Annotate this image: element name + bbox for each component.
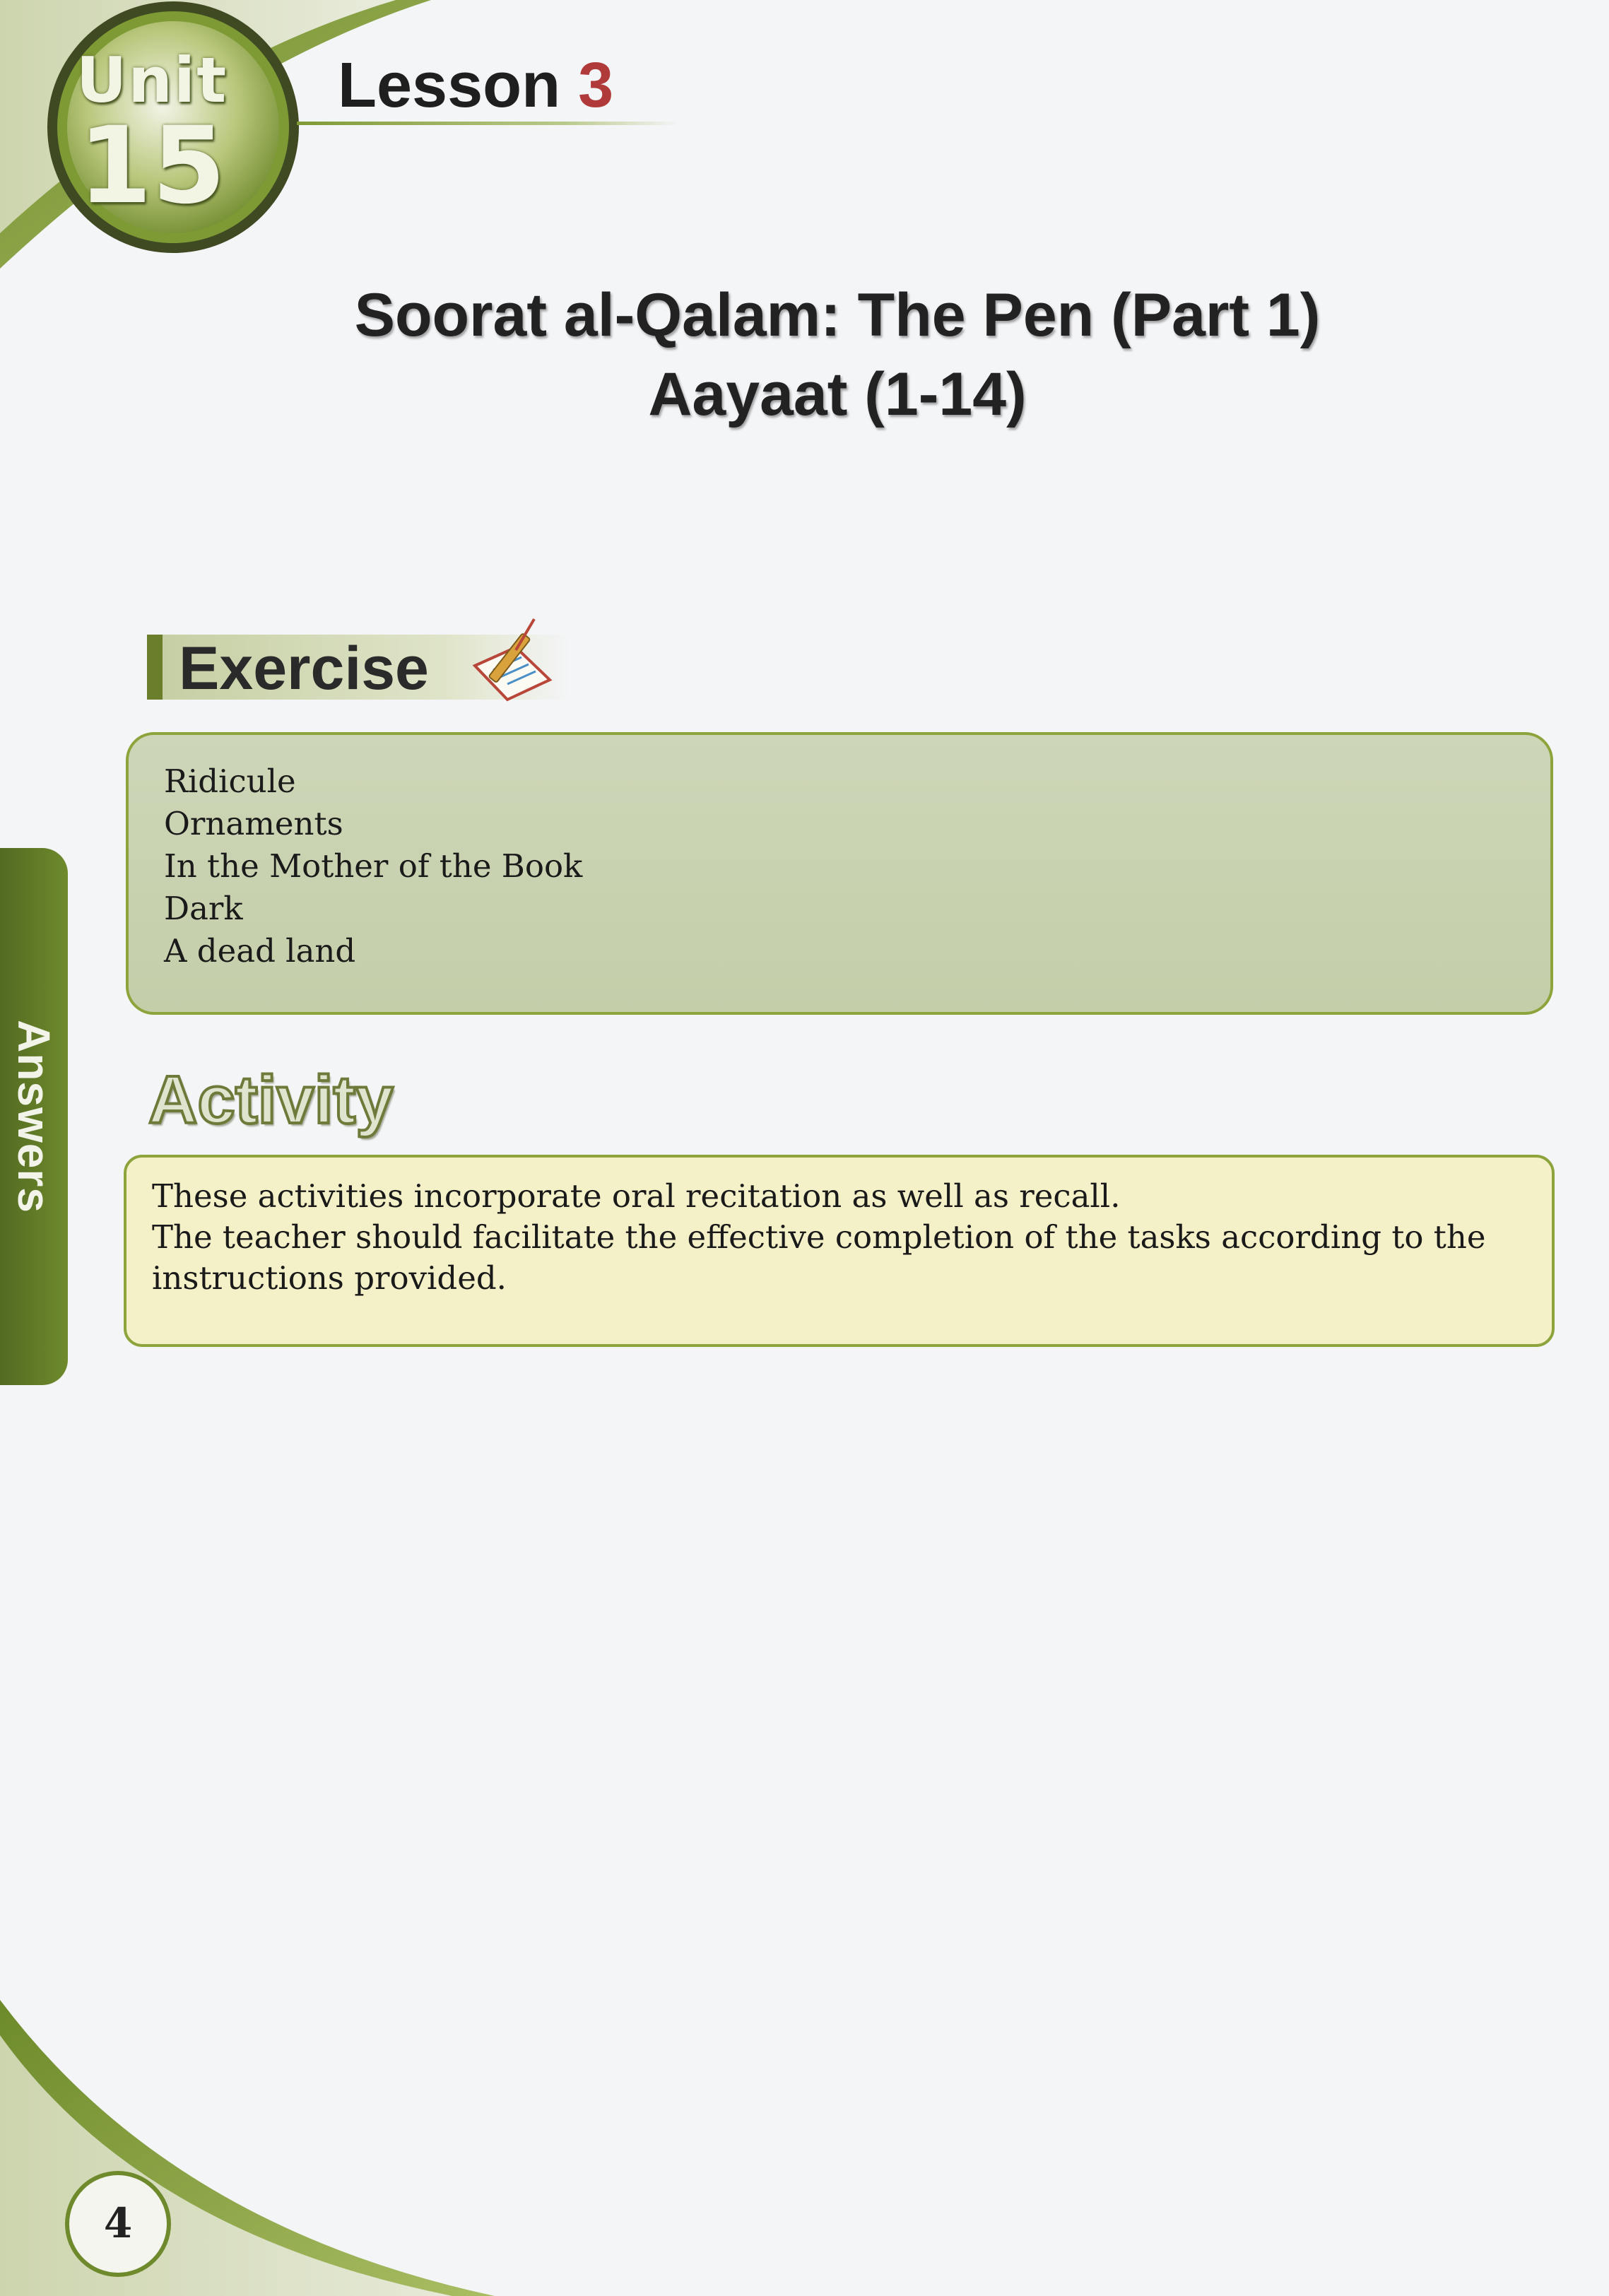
page-title-line-2: Aayaat (1-14) [648,360,1027,428]
exercise-answer-3: In the Mother of the Book [164,847,583,885]
answers-side-tab-label: Answers [8,1020,59,1213]
exercise-answer-2: Ornaments [164,805,343,842]
exercise-heading: Exercise [147,635,571,700]
activity-text-1: These activities incorporate oral recitation as well as recall. [152,1177,1121,1215]
activity-text-2: The teacher should facilitate the effective completion of the tasks according to the instructions provided. [152,1218,1486,1297]
lesson-word: Lesson [338,50,561,121]
notepad-pencil-icon [466,606,565,705]
exercise-answers-box [126,732,1553,1015]
activity-box [124,1155,1555,1347]
unit-label: Unit [76,44,228,117]
page-title-line-1: Soorat al-Qalam: The Pen (Part 1) [354,281,1321,349]
exercise-answer-5: A dead land [164,932,356,970]
lesson-number: 3 [578,50,614,121]
lesson-underline [297,122,678,125]
activity-heading: Activity [148,1062,394,1138]
exercise-answer-1: Ridicule [164,763,296,800]
unit-number: 15 [78,105,226,228]
page-number: 4 [65,2171,171,2277]
page-title [141,276,1533,434]
exercise-answer-4: Dark [164,890,243,927]
lesson-title [338,49,613,122]
